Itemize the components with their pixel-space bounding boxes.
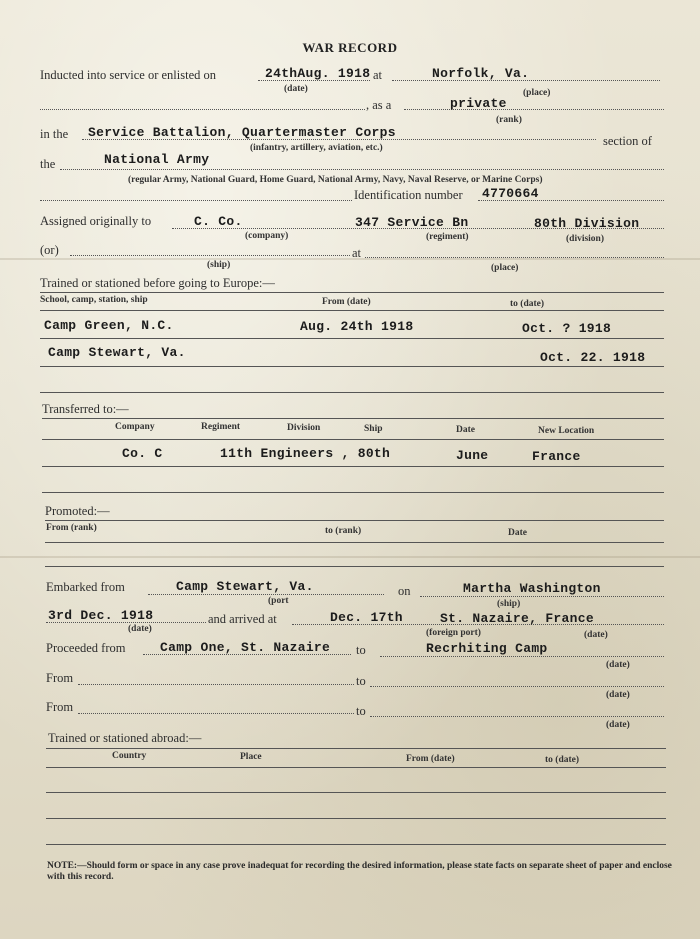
branch-value: Service Battalion, Quartermaster Corps <box>88 125 396 140</box>
col-company: Company <box>115 422 155 432</box>
col-place: Place <box>240 752 262 762</box>
col-from-date: From (date) <box>322 297 371 307</box>
transferred-row-rule <box>42 492 664 493</box>
transferred-regiment-division: 11th Engineers , 80th <box>220 446 391 461</box>
ship-name: Martha Washington <box>463 581 601 596</box>
army-caption: (regular Army, National Guard, Home Guard, National Army, Navy, Naval Reserve, or Marine Corps) <box>128 175 543 185</box>
trained-row-rule <box>40 366 664 367</box>
trained-row-1-to: Oct. ? 1918 <box>522 321 612 336</box>
paper-fold <box>0 556 700 558</box>
ship-name-caption: (ship) <box>497 599 521 609</box>
trained-before-rule <box>40 292 664 293</box>
trained-row-2-place: Camp Stewart, Va. <box>48 345 186 360</box>
army-value: National Army <box>104 152 210 167</box>
id-pre-line <box>40 200 352 201</box>
from-label-1: From <box>46 671 74 685</box>
transferred-heading: Transferred to:— <box>42 402 129 416</box>
rank-pre-line <box>40 109 365 110</box>
to-line-2 <box>370 716 664 717</box>
col-new-location: New Location <box>538 426 595 436</box>
transferred-date: June <box>456 448 489 463</box>
embark-date-caption: (date) <box>128 624 152 634</box>
from-line-1 <box>78 684 354 685</box>
trained-before-heading: Trained or stationed before going to Europe:— <box>40 276 275 290</box>
trained-row-1-from: Aug. 24th 1918 <box>300 319 414 334</box>
trained-row-rule <box>40 392 664 393</box>
to-label-1: to <box>356 674 366 688</box>
proceeded-to: Recrhiting Camp <box>426 641 548 656</box>
abroad-header-rule <box>46 767 666 768</box>
to-line-1 <box>370 686 664 687</box>
trained-row-1-place: Camp Green, N.C. <box>44 318 174 333</box>
transferred-row-rule <box>42 466 664 467</box>
col-regiment: Regiment <box>201 422 241 432</box>
branch-caption: (infantry, artillery, aviation, etc.) <box>250 143 383 153</box>
assigned-company: C. Co. <box>194 214 243 229</box>
transferred-company: Co. C <box>122 446 163 461</box>
assigned-label: Assigned originally to <box>40 214 152 228</box>
paper-fold <box>0 258 700 260</box>
col-to-date: to (date) <box>510 299 545 309</box>
place-caption-2: (place) <box>491 263 519 273</box>
transferred-location: France <box>532 449 581 464</box>
transferred-rule <box>42 418 664 419</box>
place-caption: (place) <box>523 88 551 98</box>
abroad-heading: Trained or stationed abroad:— <box>48 731 202 745</box>
inducted-label: Inducted into service or enlisted on <box>40 68 216 82</box>
proceeded-from: Camp One, St. Nazaire <box>160 640 331 655</box>
as-a-label: , as a <box>366 98 392 112</box>
from-date-caption-1: (date) <box>606 690 630 700</box>
company-caption: (company) <box>245 231 289 241</box>
foreign-port: St. Nazaire, France <box>440 611 594 626</box>
col-division: Division <box>287 423 321 433</box>
trained-row-rule <box>40 338 664 339</box>
embarked-label: Embarked from <box>46 580 125 594</box>
trained-row-2-to: Oct. 22. 1918 <box>540 350 646 365</box>
at-label: at <box>373 68 383 82</box>
rank-line <box>404 109 664 110</box>
proceeded-label: Proceeded from <box>46 641 126 655</box>
rank-caption: (rank) <box>496 115 522 125</box>
date-caption: (date) <box>284 84 308 94</box>
col-abroad-from: From (date) <box>406 754 455 764</box>
col-abroad-to: to (date) <box>545 755 580 765</box>
abroad-row-rule <box>46 792 666 793</box>
inducted-place: Norfolk, Va. <box>432 66 530 81</box>
promoted-heading: Promoted:— <box>45 504 110 518</box>
assigned-division: 80th Division <box>534 216 640 231</box>
inducted-date: 24thAug. 1918 <box>265 66 371 81</box>
or-label: (or) <box>40 243 59 257</box>
promoted-header-rule <box>45 542 664 543</box>
arrive-date-caption: (date) <box>584 630 608 640</box>
army-line <box>60 169 664 170</box>
footer-note: NOTE:—Should form or space in any case prove inadequat for recording the desired information, please state facts on separate sheet of paper and enclose with this record. <box>47 861 672 882</box>
embark-port: Camp Stewart, Va. <box>176 579 314 594</box>
from-label-2: From <box>46 700 74 714</box>
abroad-row-rule <box>46 818 666 819</box>
col-country: Country <box>112 751 147 761</box>
from-line-2 <box>78 713 354 714</box>
at-label-2: at <box>352 246 362 260</box>
trained-before-header-rule <box>40 310 664 311</box>
ship-name-line <box>420 596 664 597</box>
to-label-2: to <box>356 704 366 718</box>
port-caption: (port <box>268 596 289 606</box>
from-date-caption-2: (date) <box>606 720 630 730</box>
col-to-rank: to (rank) <box>325 526 362 536</box>
proceeded-date-caption: (date) <box>606 660 630 670</box>
promoted-row-rule <box>45 566 664 567</box>
id-number: 4770664 <box>482 186 539 201</box>
regiment-caption: (regiment) <box>426 232 469 242</box>
on-label: on <box>398 584 411 598</box>
arrived-label: and arrived at <box>208 612 277 626</box>
arrive-date: Dec. 17th <box>330 610 403 625</box>
division-caption: (division) <box>566 234 605 244</box>
col-date: Date <box>456 425 475 435</box>
rank-value: private <box>450 96 507 111</box>
ship-place-line <box>365 257 664 258</box>
embark-port-line <box>148 594 384 595</box>
embark-date: 3rd Dec. 1918 <box>48 608 154 623</box>
col-from-rank: From (rank) <box>46 523 97 533</box>
id-label: Identification number <box>354 188 463 202</box>
ship-line <box>70 255 350 256</box>
proceeded-to-label: to <box>356 643 366 657</box>
promoted-rule <box>45 520 664 521</box>
col-ship: Ship <box>364 424 383 434</box>
in-the-label: in the <box>40 127 69 141</box>
ship-caption: (ship) <box>207 260 231 270</box>
section-of-label: section of <box>603 134 652 148</box>
assigned-regiment: 347 Service Bn <box>355 215 469 230</box>
the-label: the <box>40 157 56 171</box>
col-promotion-date: Date <box>508 528 527 538</box>
col-school: School, camp, station, ship <box>40 295 148 305</box>
transferred-header-rule <box>42 439 664 440</box>
proceeded-to-line <box>380 656 664 657</box>
foreign-port-caption: (foreign port) <box>426 628 481 638</box>
form-title: WAR RECORD <box>302 40 398 55</box>
abroad-rule <box>46 748 666 749</box>
abroad-row-rule <box>46 844 666 845</box>
